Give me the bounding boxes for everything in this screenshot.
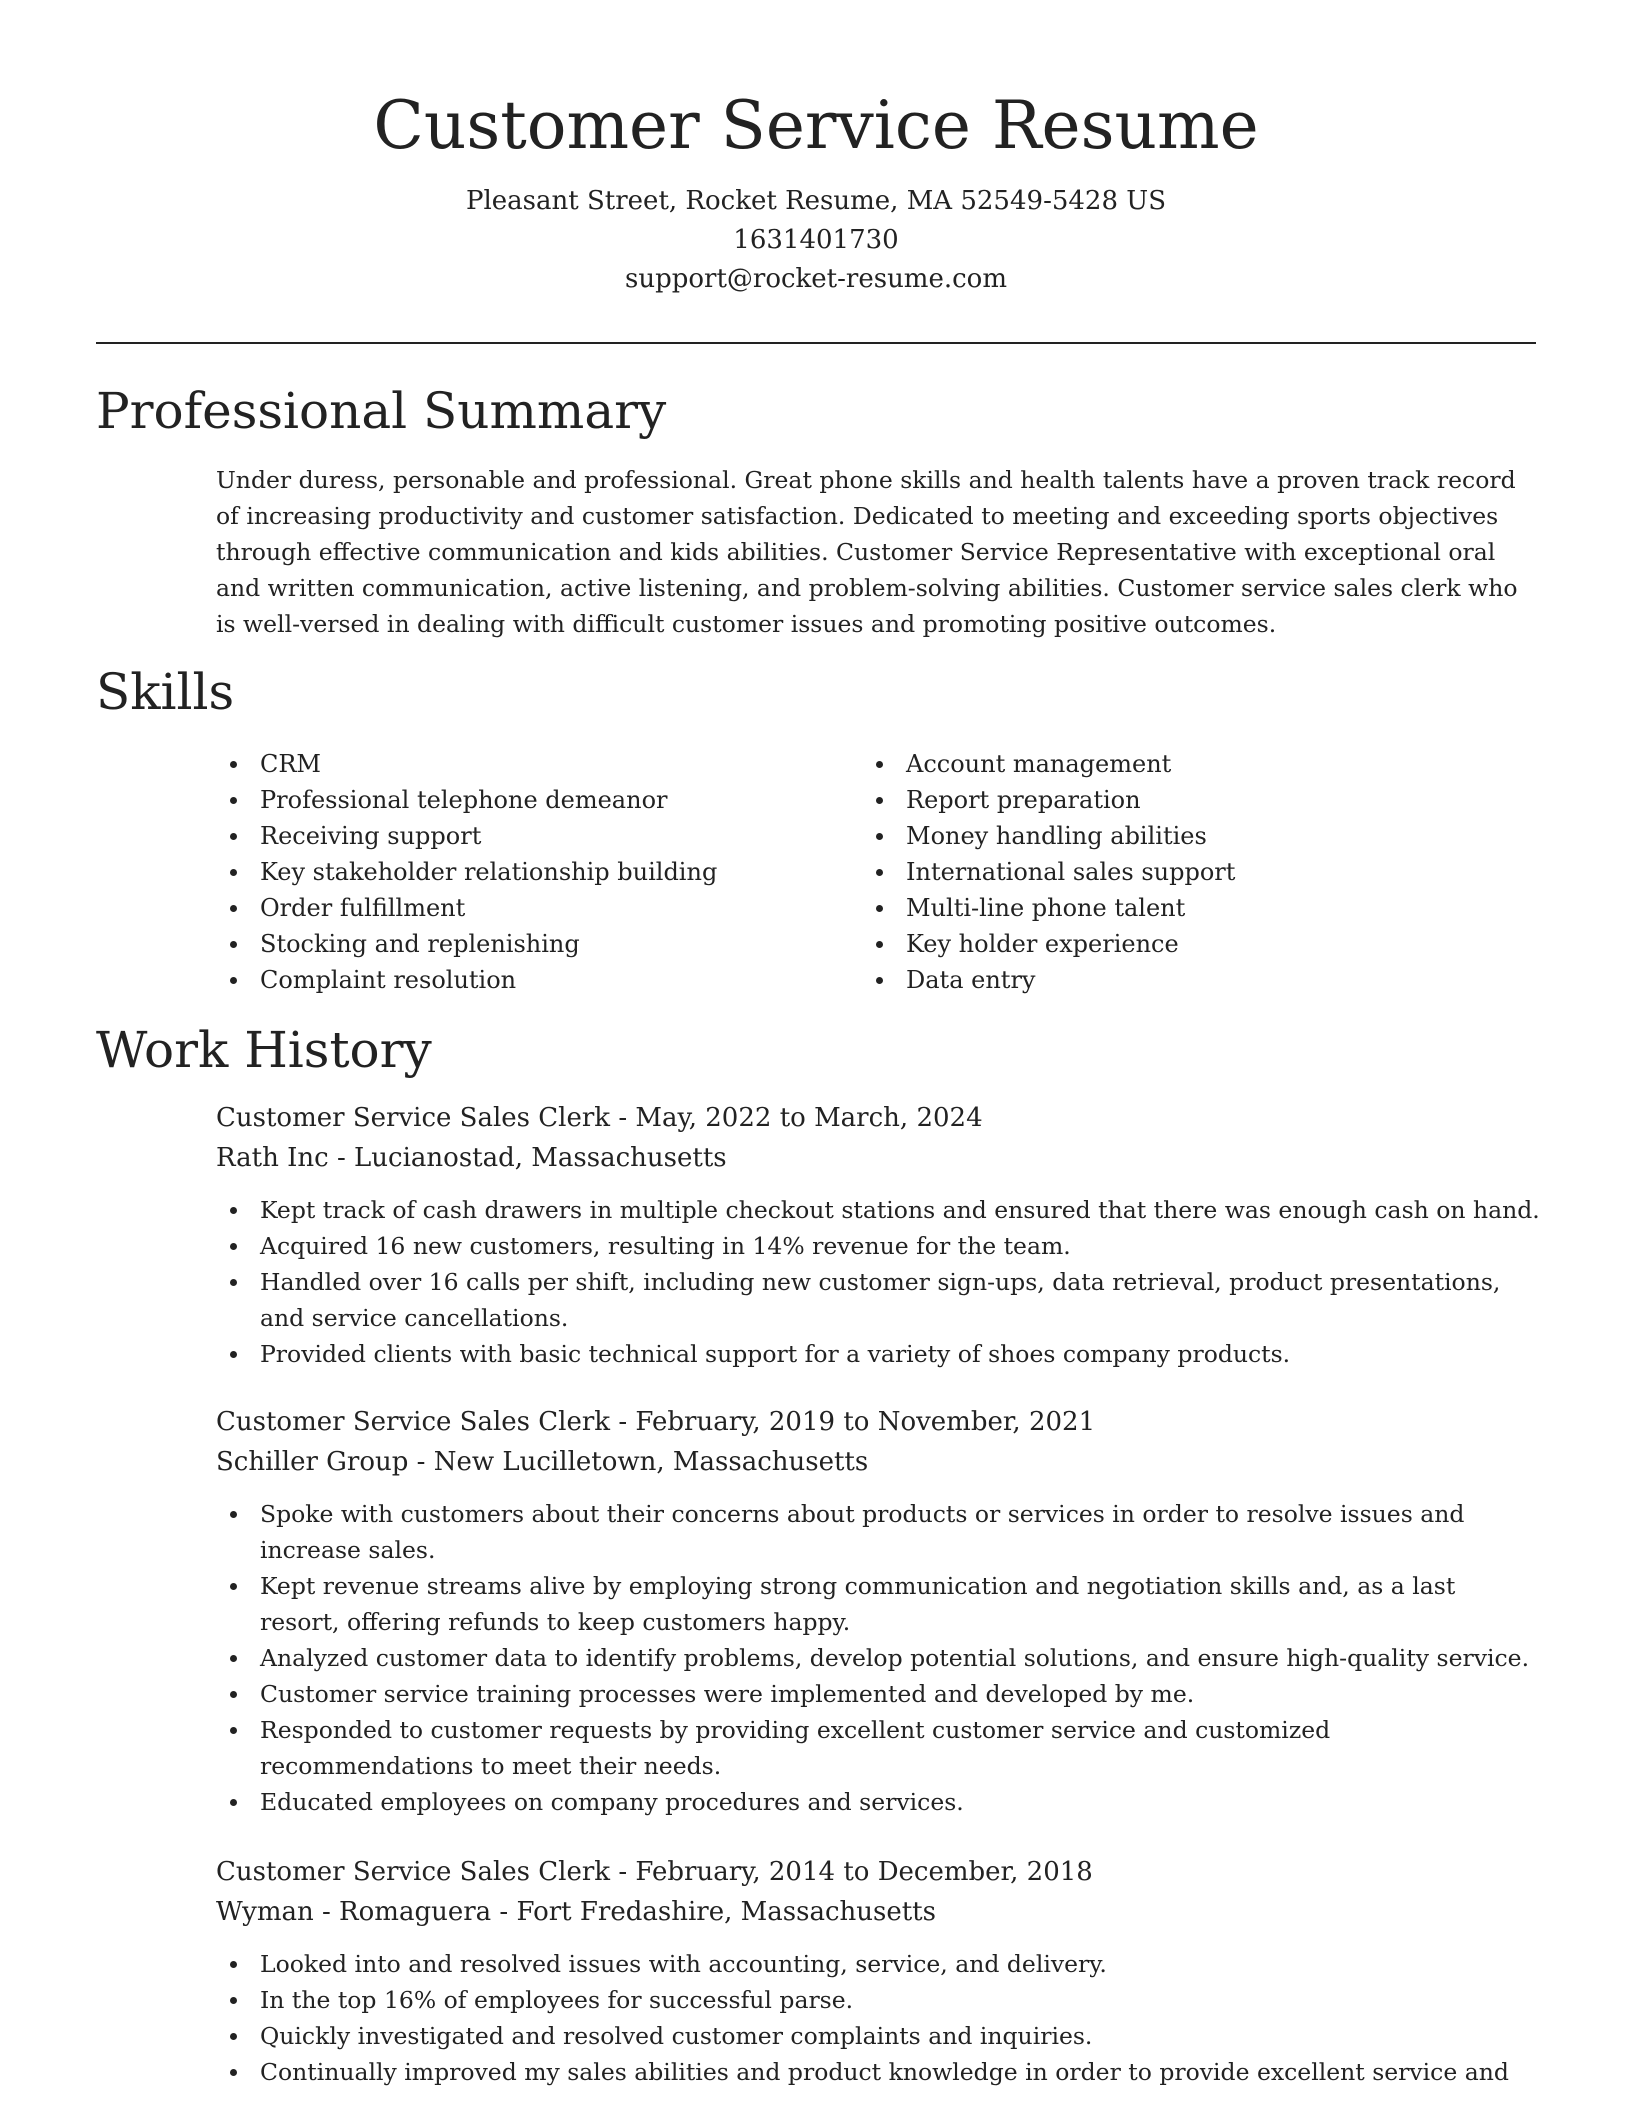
skill-item: Complaint resolution [216, 962, 816, 998]
summary-heading: Professional Summary [96, 382, 667, 440]
skills-list-left [216, 746, 816, 998]
job-title: Customer Service Sales Clerk [216, 1103, 611, 1133]
job-duty: Spoke with customers about their concerns about products or services in order to resolve issues and increase sales. [216, 1496, 1540, 1568]
job-title: Customer Service Sales Clerk [216, 1857, 611, 1887]
job-company: Rath Inc [216, 1143, 329, 1173]
job-dates: - February, 2014 to December, 2018 [610, 1857, 1093, 1887]
skill-item: Receiving support [216, 818, 816, 854]
job-duty: Acquired 16 new customers, resulting in 14% revenue for the team. [216, 1228, 1540, 1264]
skill-item: Data entry [862, 962, 1462, 998]
skill-item: International sales support [862, 854, 1462, 890]
job-location: - Lucianostad, Massachusetts [328, 1143, 727, 1173]
skill-item: CRM [216, 746, 816, 782]
job-company-line [216, 1892, 1540, 1932]
contact-address: Pleasant Street, Rocket Resume, MA 52549-5428 US [465, 186, 1167, 216]
job-duties [216, 1192, 1540, 1372]
contact-phone: 1631401730 [733, 225, 899, 255]
job-duty: Quickly investigated and resolved customer complaints and inquiries. [216, 2018, 1540, 2054]
job-title-line [216, 1402, 1540, 1442]
job-entry [216, 1402, 1540, 1820]
contact-email: support@rocket-resume.com [624, 264, 1007, 294]
job-title-line [216, 1098, 1540, 1138]
skill-item: Account management [862, 746, 1462, 782]
job-duty: Provided clients with basic technical support for a variety of shoes company products. [216, 1336, 1540, 1372]
job-dates: - February, 2019 to November, 2021 [610, 1407, 1096, 1437]
job-company: Schiller Group [216, 1447, 409, 1477]
resume-header [0, 0, 1632, 299]
job-dates: - May, 2022 to March, 2024 [610, 1103, 983, 1133]
job-location: - Fort Fredashire, Massachusetts [491, 1897, 936, 1927]
work-history-heading: Work History [96, 1021, 432, 1079]
job-company-line [216, 1138, 1540, 1178]
job-company-line [216, 1442, 1540, 1482]
job-duty: Analyzed customer data to identify problems, develop potential solutions, and ensure high-quality service. [216, 1640, 1540, 1676]
job-duty: Responded to customer requests by providing excellent customer service and customized recommendations to meet their needs. [216, 1712, 1540, 1784]
job-entry [216, 1098, 1540, 1372]
job-entry [216, 1852, 1540, 2090]
skill-item: Key holder experience [862, 926, 1462, 962]
skill-item: Report preparation [862, 782, 1462, 818]
header-divider [96, 342, 1536, 344]
skill-item: Key stakeholder relationship building [216, 854, 816, 890]
summary-text: Under duress, personable and professional. Great phone skills and health talents have a proven track record of increasing productivity and customer satisfaction. Dedicated to meeting and exceeding sports objectives through effective communication and kids abilities. Customer Service Representative with exceptional oral and written communication, active listening, and problem-solving abilities. Customer service sales clerk who is well-versed in dealing with difficult customer issues and promoting positive outcomes. [216, 466, 1518, 638]
job-duty: Customer service training processes were implemented and developed by me. [216, 1676, 1540, 1712]
skills-list-right [862, 746, 1462, 998]
skill-item: Professional telephone demeanor [216, 782, 816, 818]
skill-item: Order fulfillment [216, 890, 816, 926]
resume-name: Customer Service Resume [373, 87, 1259, 164]
job-duties [216, 1946, 1540, 2090]
job-company: Wyman - Romaguera [216, 1897, 492, 1927]
job-duty: In the top 16% of employees for successful parse. [216, 1982, 1540, 2018]
job-duty: Kept track of cash drawers in multiple checkout stations and ensured that there was enough cash on hand. [216, 1192, 1540, 1228]
job-duty: Kept revenue streams alive by employing strong communication and negotiation skills and, as a last resort, offering refunds to keep customers happy. [216, 1568, 1540, 1640]
skill-item: Stocking and replenishing [216, 926, 816, 962]
job-duty: Continually improved my sales abilities and product knowledge in order to provide excellent service and [216, 2054, 1540, 2090]
job-duty: Educated employees on company procedures and services. [216, 1784, 1540, 1820]
job-title-line [216, 1852, 1540, 1892]
job-duty: Looked into and resolved issues with accounting, service, and delivery. [216, 1946, 1540, 1982]
job-duties [216, 1496, 1540, 1820]
job-location: - New Lucilletown, Massachusetts [408, 1447, 869, 1477]
job-title: Customer Service Sales Clerk [216, 1407, 611, 1437]
skill-item: Money handling abilities [862, 818, 1462, 854]
skills-heading: Skills [96, 663, 235, 721]
skill-item: Multi-line phone talent [862, 890, 1462, 926]
job-duty: Handled over 16 calls per shift, including new customer sign-ups, data retrieval, product presentations, and service cancellations. [216, 1264, 1540, 1336]
contact-info [0, 182, 1632, 299]
